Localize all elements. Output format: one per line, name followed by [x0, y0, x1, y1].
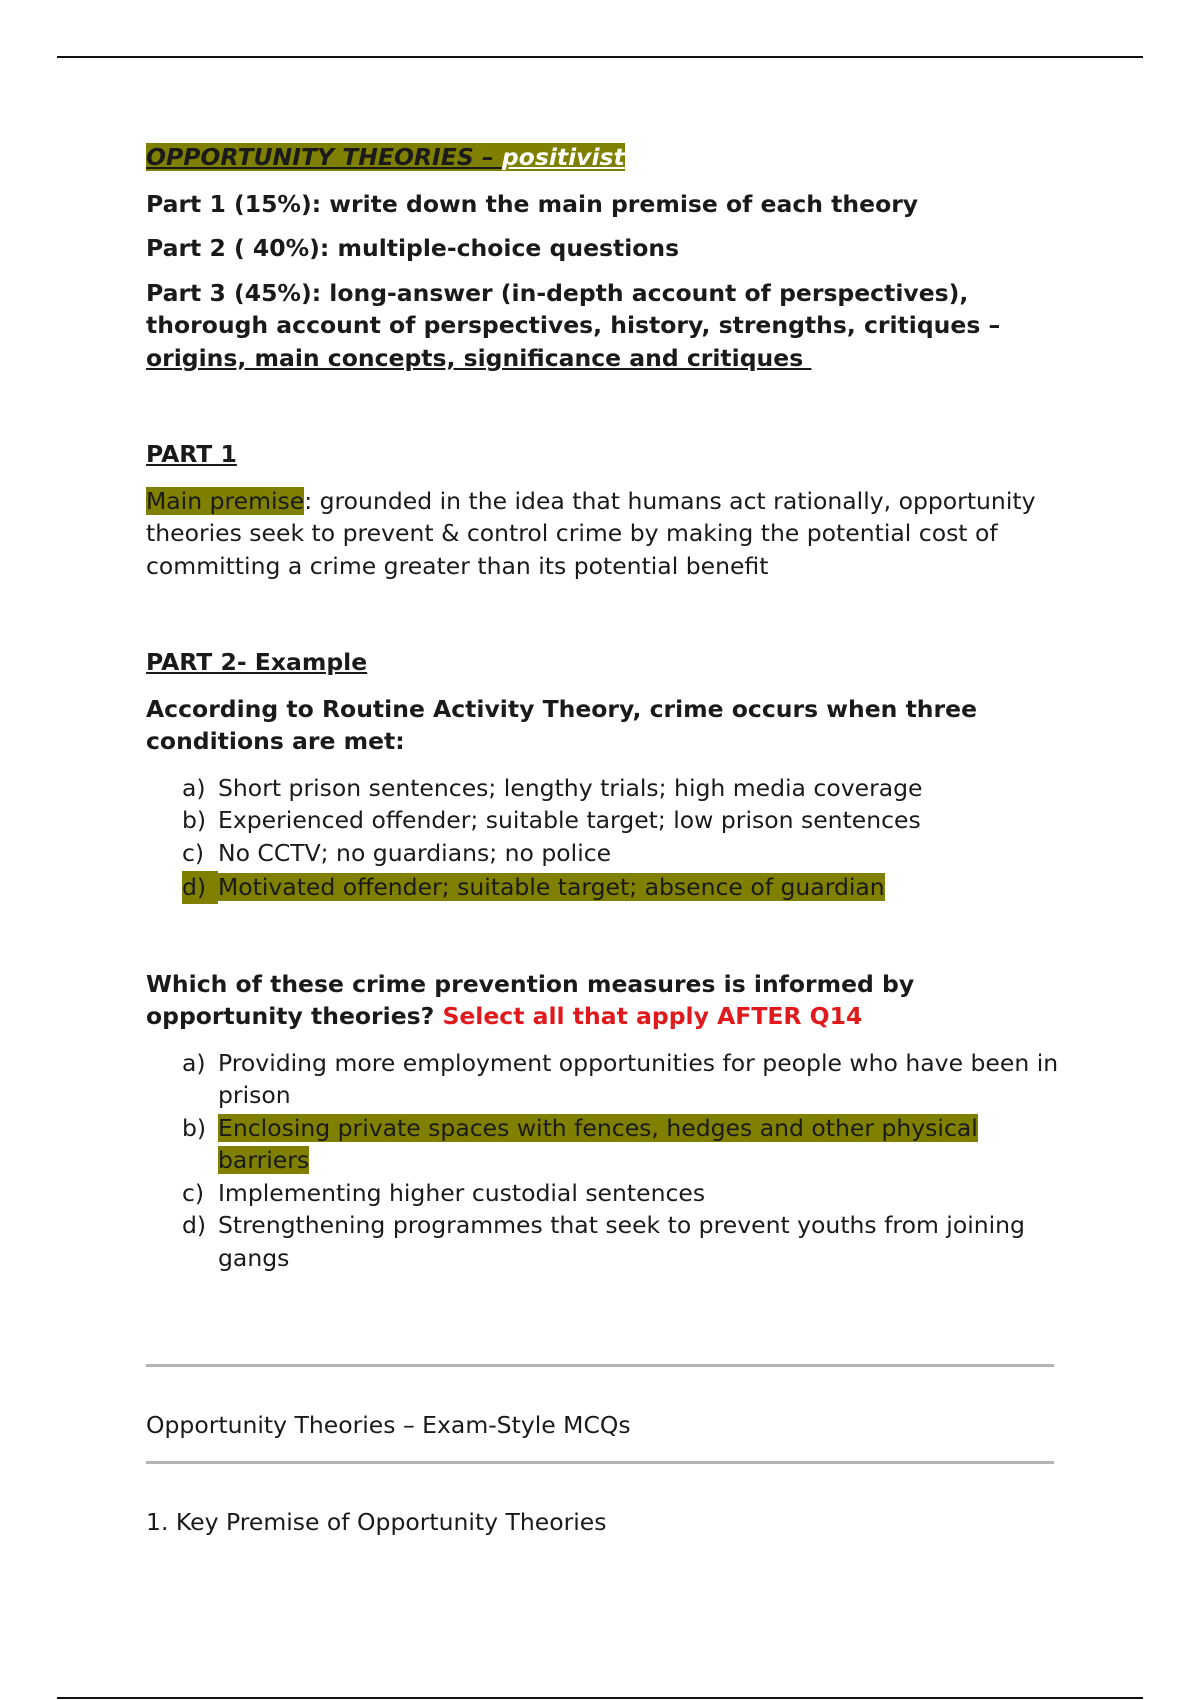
list-item: [146, 837, 1076, 870]
option-label: a): [182, 1048, 206, 1077]
list-item: [146, 1177, 1076, 1210]
mcq-item-1-heading: 1. Key Premise of Opportunity Theories: [146, 1508, 607, 1536]
question-2-text: [146, 968, 1076, 1033]
option-label: b): [182, 806, 207, 834]
part2-weight-line: Part 2 ( 40%): multiple-choice questions: [146, 234, 680, 262]
title-highlight: [146, 143, 625, 171]
page-bottom-rule: [57, 1697, 1143, 1699]
list-item-correct: [146, 871, 1076, 904]
option-label: d): [182, 1211, 207, 1239]
question-1-options: [146, 772, 1076, 904]
option-label: c): [182, 838, 205, 867]
part3-weight-block: [146, 277, 1076, 375]
option-label: b): [182, 1113, 207, 1142]
main-premise-paragraph: [146, 485, 1076, 583]
option-text: No CCTV; no guardians; no police: [218, 838, 612, 867]
option-text: Short prison sentences; lengthy trials; high media coverage: [218, 773, 923, 802]
page-title: [146, 141, 1076, 174]
document-body: [146, 141, 1076, 1274]
option-text-highlighted: Enclosing private spaces with fences, hedges and other physical barriers: [218, 1113, 978, 1174]
section-divider-top: [146, 1364, 1054, 1367]
question-2-options: [146, 1047, 1076, 1275]
section-divider-bottom: [146, 1461, 1054, 1464]
main-premise-label: Main premise: [146, 486, 305, 515]
mcq-section-title: Opportunity Theories – Exam-Style MCQs: [146, 1411, 631, 1439]
option-label: a): [182, 773, 206, 802]
part3-line-2: thorough account of perspectives, history, strengths, critiques –: [146, 311, 1001, 339]
option-text: Implementing higher custodial sentences: [218, 1178, 706, 1207]
option-text-highlighted: Motivated offender; suitable target; absence of guardian: [218, 873, 885, 901]
option-label: d): [182, 871, 218, 904]
list-item: [146, 804, 1076, 837]
part3-line-1: Part 3 (45%): long-answer (in-depth account of perspectives),: [146, 278, 969, 307]
option-label: c): [182, 1178, 205, 1207]
main-premise-text: : grounded in the idea that humans act rationally, opportunity theories seek to prevent & control crime by making the potential cost of committing a crime greater than its potential benefit: [146, 486, 1036, 580]
title-main: OPPORTUNITY THEORIES –: [146, 143, 502, 171]
title-emphasis: positivist: [501, 143, 625, 171]
part2-heading: PART 2- Example: [146, 648, 368, 676]
option-text: Strengthening programmes that seek to prevent youths from joining gangs: [218, 1211, 1025, 1272]
list-item: [146, 772, 1076, 805]
question-1-text: According to Routine Activity Theory, crime occurs when three conditions are met:: [146, 694, 978, 755]
list-item: [146, 1209, 1076, 1274]
option-text: Experienced offender; suitable target; low prison sentences: [218, 806, 921, 834]
question-2-body: Which of these crime prevention measures is informed by opportunity theories?: [146, 969, 915, 1030]
part1-heading: PART 1: [146, 440, 237, 468]
part3-line-3: origins, main concepts, significance and critiques: [146, 343, 812, 372]
page-top-rule: [57, 56, 1143, 58]
part1-weight-line: Part 1 (15%): write down the main premise of each theory: [146, 189, 919, 218]
list-item: [146, 1047, 1076, 1112]
option-text: Providing more employment opportunities for people who have been in prison: [218, 1048, 1059, 1109]
question-2-note: Select all that apply AFTER Q14: [442, 1002, 863, 1030]
list-item-correct: [146, 1112, 1076, 1177]
